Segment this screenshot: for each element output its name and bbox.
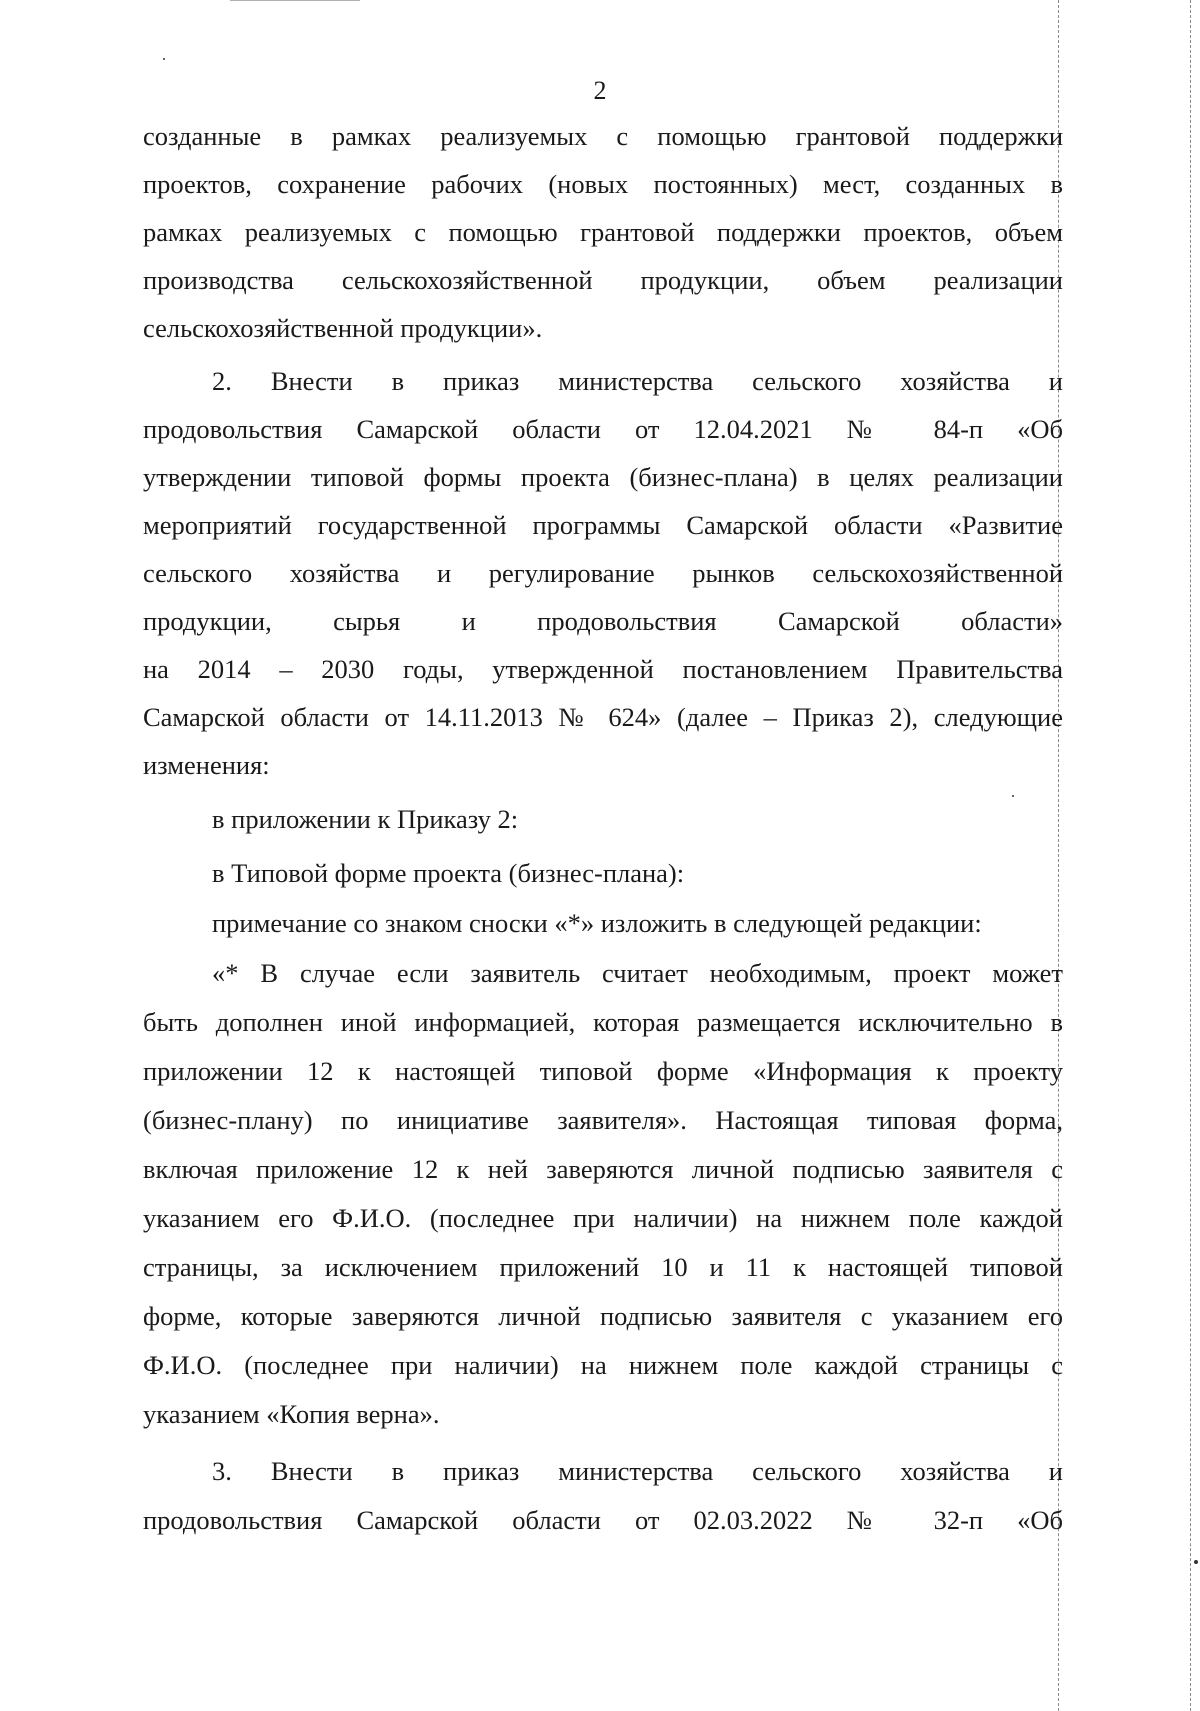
- text-line: изменения:: [143, 750, 270, 780]
- text-line: Ф.И.О. (последнее при наличии) на нижнем поле каждой страницы с: [143, 1350, 1063, 1380]
- scan-speck: [1012, 795, 1014, 797]
- text-line: в приложении к Приказу 2:: [212, 804, 519, 834]
- text-line: включая приложение 12 к ней заверяются личной подписью заявителя с: [143, 1154, 1063, 1184]
- paragraph-3-start: 3. Внести в приказ министерства сельского хозяйства и: [212, 1456, 1063, 1486]
- text-line: форме, которые заверяются личной подписью заявителя с указанием его: [143, 1301, 1063, 1331]
- text-line: производства сельскохозяйственной продукции, объем реализации: [143, 265, 1063, 295]
- text-line: рамках реализуемых с помощью грантовой поддержки проектов, объем: [143, 217, 1063, 247]
- text-line: сельского хозяйства и регулирование рынков сельскохозяйственной: [143, 558, 1063, 588]
- scan-right-edge-line: [1190, 0, 1191, 1711]
- text-line: утверждении типовой формы проекта (бизнес-плана) в целях реализации: [143, 462, 1063, 492]
- scan-top-edge-line: [230, 0, 360, 1]
- text-line: примечание со знаком сноски «*» изложить в следующей редакции:: [212, 908, 982, 938]
- paragraph-2-start: 2. Внести в приказ министерства сельского хозяйства и: [212, 366, 1063, 396]
- text-line: продовольствия Самарской области от 12.04.2021 № 84-п «Об: [143, 414, 1063, 444]
- scan-speck: [163, 58, 165, 60]
- text-line: на 2014 – 2030 годы, утвержденной постановлением Правительства: [143, 654, 1063, 684]
- text-line: (бизнес-плану) по инициативе заявителя». Настоящая типовая форма,: [143, 1105, 1063, 1135]
- scan-speck: [1194, 1560, 1198, 1564]
- text-line: мероприятий государственной программы Самарской области «Развитие: [143, 510, 1063, 540]
- footnote-quote-start: «* В случае если заявитель считает необходимым, проект может: [212, 958, 1063, 988]
- text-line: указанием «Копия верна».: [143, 1399, 440, 1429]
- text-line: приложении 12 к настоящей типовой форме «Информация к проекту: [143, 1056, 1063, 1086]
- text-line: продовольствия Самарской области от 02.03.2022 № 32-п «Об: [143, 1505, 1063, 1535]
- text-line: указанием его Ф.И.О. (последнее при наличии) на нижнем поле каждой: [143, 1203, 1063, 1233]
- text-line: страницы, за исключением приложений 10 и 11 к настоящей типовой: [143, 1252, 1063, 1282]
- text-line: быть дополнен иной информацией, которая размещается исключительно в: [143, 1007, 1063, 1037]
- text-line: проектов, сохранение рабочих (новых постоянных) мест, созданных в: [143, 169, 1063, 199]
- page-number: 2: [593, 76, 607, 105]
- text-line: Самарской области от 14.11.2013 № 624» (далее – Приказ 2), следующие: [143, 702, 1063, 732]
- text-line: продукции, сырья и продовольствия Самарской области»: [143, 606, 1063, 636]
- text-line: созданные в рамках реализуемых с помощью грантовой поддержки: [143, 121, 1063, 151]
- text-line: сельскохозяйственной продукции».: [143, 313, 543, 343]
- text-line: в Типовой форме проекта (бизнес-плана):: [212, 858, 685, 888]
